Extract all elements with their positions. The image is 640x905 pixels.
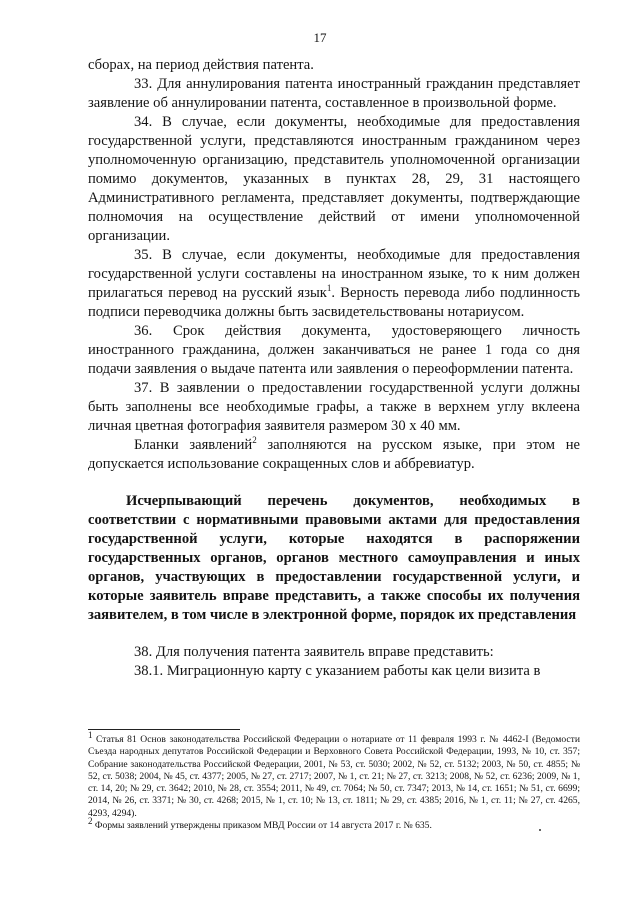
paragraph-35-text-cont: . Верность перевода либо подлинность подписи переводчика должны быть засвидетельствованы нотариусом.	[88, 285, 580, 320]
paragraph-35	[88, 246, 580, 322]
footnotes	[88, 729, 580, 832]
footnote-mark-2: 2	[88, 815, 93, 826]
paragraph-blanks-text: Бланки заявлений	[134, 437, 253, 453]
paragraph-blanks-text-cont: заполняются на русском языке, при этом не допускается использование сокращенных слов и аббревиатур.	[88, 437, 580, 472]
footnote-2	[88, 815, 580, 832]
footnote-1-text: Статья 81 Основ законодательства Российской Федерации о нотариате от 11 февраля 1993 г. № 4462-I (Ведомости Съезда народных депутатов Российской Федерации и Верховного Совета Российской Федерации, 1993, № 10, ст. 357; Собрание законодательства Российской Федерации, 2001, № 53, ст. 5030; 2002, № 52, ст. 5132; 2003, № 50, ст. 4855; № 52, ст. 5038; 2004, № 45, ст. 4377; 2005, № 27, ст. 2717; 2007, № 1, ст. 21; № 27, ст. 3213; 2008, № 52, ст. 6236; 2009, № 1, ст. 14, 20; № 29, ст. 3642; 2010, № 28, ст. 3554; 2011, № 49, ст. 7064; № 50, ст. 7347; 2013, № 14, ст. 1651; № 51, ст. 6699; 2014, № 26, ст. 3371; № 30, ст. 4268; 2015, № 1, ст. 10; № 13, ст. 1811; № 29, ст. 4385; 2016, № 1, ст. 11; № 27, ст. 4265, 4293, 4294).	[88, 734, 580, 819]
paragraph-38: 38. Для получения патента заявитель вправе представить:	[134, 644, 494, 660]
paragraph-continuation: сборах, на период действия патента.	[88, 57, 314, 73]
paragraph-37: 37. В заявлении о предоставлении государственной услуги должны быть заполнены все необходимые графы, а также в верхнем углу вклеена личная цветная фотография заявителя размером 30 х 40 мм.	[88, 380, 580, 434]
footnote-mark-1: 1	[88, 729, 93, 740]
footnote-1	[88, 729, 580, 820]
scan-speck	[539, 829, 541, 831]
document-body	[88, 56, 580, 681]
paragraph-38-1: 38.1. Миграционную карту с указанием работы как цели визита в	[134, 663, 541, 679]
page-number: 17	[313, 30, 327, 45]
paragraph-34: 34. В случае, если документы, необходимые для предоставления государственной услуги, представляются иностранным гражданином через уполномоченную организацию, представитель уполномоченной организации помимо документов, указанных в пунктах 28, 29, 31 настоящего Административного регламента, представляет документы, подтверждающие полномочия на осуществление действий от имени уполномоченной организации.	[88, 114, 580, 244]
paragraph-35-text: 35. В случае, если документы, необходимые для предоставления государственной услуги составлены на иностранном языке, то к ним должен прилагаться перевод на русский язык	[88, 247, 580, 301]
footnote-ref-2: 2	[252, 435, 257, 446]
paragraph-33: 33. Для аннулирования патента иностранный гражданин представляет заявление об аннулировании патента, составленное в произвольной форме.	[88, 76, 580, 111]
section-heading: Исчерпывающий перечень документов, необходимых в соответствии с нормативными правовыми актами для предоставления государственной услуги, которые находятся в распоряжении государственных органов, органов местного самоуправления и иных органов, участвующих в предоставлении государственной услуги, и которые заявитель вправе представить, а также способы их получения заявителем, в том числе в электронной форме, порядок их представления	[88, 493, 580, 623]
paragraph-36: 36. Срок действия документа, удостоверяющего личность иностранного гражданина, должен заканчиваться не ранее 1 года со дня подачи заявления о выдаче патента или заявления о переоформлении патента.	[88, 323, 580, 377]
footnote-divider	[88, 729, 240, 730]
footnote-ref-1: 1	[326, 283, 332, 294]
footnote-2-text: Формы заявлений утверждены приказом МВД России от 14 августа 2017 г. № 635.	[92, 820, 432, 832]
paragraph-blanks	[88, 436, 580, 474]
